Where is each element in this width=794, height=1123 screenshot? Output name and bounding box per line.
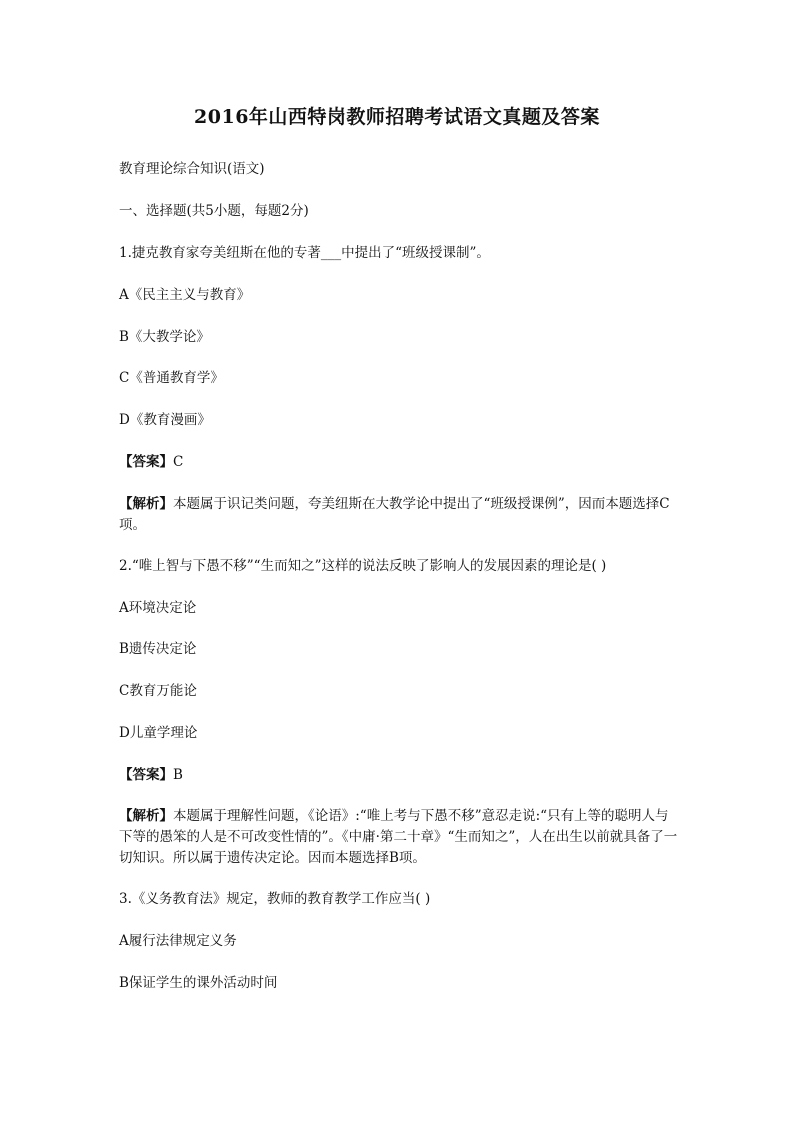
subtitle: 教育理论综合知识(语文) (119, 161, 265, 177)
q2-analysis (119, 806, 679, 869)
q3-option-a: A履行法律规定义务 (119, 933, 237, 949)
section-heading: 一、选择题(共5小题，每题2分) (119, 203, 309, 219)
q1-analysis-label: 【解析】 (119, 496, 173, 512)
q1-answer-label: 【答案】 (119, 454, 173, 470)
document-title: 2016年山西特岗教师招聘考试语文真题及答案 (194, 106, 600, 128)
q3-option-b: B保证学生的课外活动时间 (119, 975, 278, 991)
q1-option-d: D《教育漫画》 (119, 412, 211, 428)
q1-option-a: A《民主主义与教育》 (119, 287, 251, 303)
q2-answer (119, 765, 679, 786)
question-2: 2.“唯上智与下愚不移”“生而知之”这样的说法反映了影响人的发展因素的理论是( ) (119, 558, 607, 574)
q2-option-c: C教育万能论 (119, 683, 197, 699)
q2-option-b: B遗传决定论 (119, 641, 197, 657)
q1-answer (119, 452, 679, 473)
q1-analysis (119, 494, 679, 536)
q2-answer-value: B (173, 767, 183, 783)
question-1: 1.捷克教育家夸美纽斯在他的专著___中提出了“班级授课制”。 (119, 245, 490, 261)
question-3: 3.《义务教育法》规定，教师的教育教学工作应当( ) (119, 891, 431, 907)
q2-analysis-text: 本题属于理解性问题，《论语》:“唯上考与下愚不移”意忍走说:“只有上等的聪明人与下等的愚笨的人是不可改变性情的”。《中庸·第二十章》“生而知之”，人在出生以前就具备了一切知识。所以属于遗传决定论。因而本题选择B项。 (119, 808, 678, 866)
q1-answer-value: C (173, 454, 184, 470)
q2-answer-label: 【答案】 (119, 767, 173, 783)
q1-option-b: B《大教学论》 (119, 329, 210, 345)
q1-analysis-text: 本题属于识记类问题，夸美纽斯在大教学论中提出了“班级授课例”，因而本题选择C项。 (119, 496, 670, 533)
q2-option-d: D儿童学理论 (119, 725, 198, 741)
q2-option-a: A环境决定论 (119, 600, 197, 616)
q2-analysis-label: 【解析】 (119, 808, 173, 824)
q1-option-c: C《普通教育学》 (119, 370, 224, 386)
